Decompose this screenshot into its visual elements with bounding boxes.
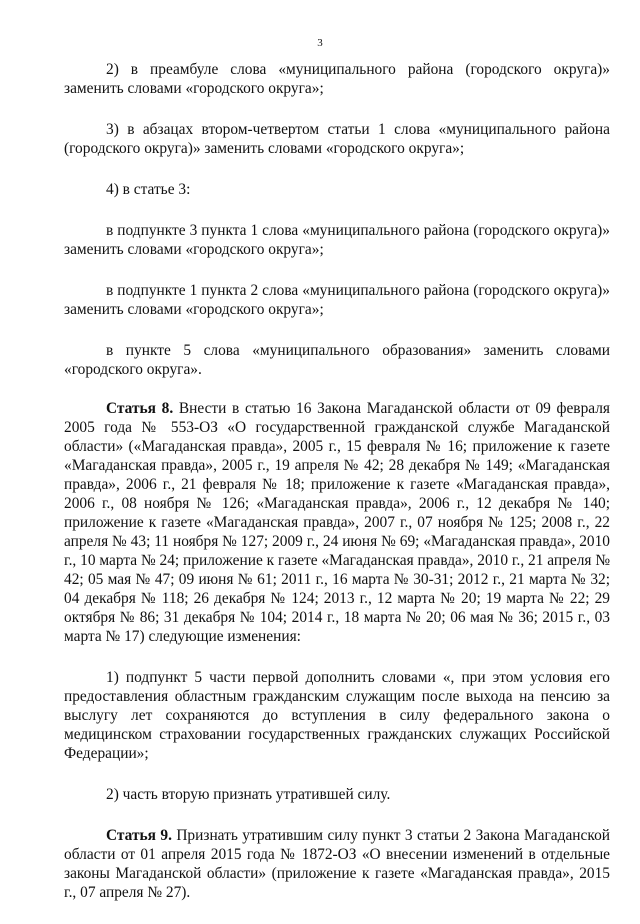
page-number: 3 bbox=[317, 37, 323, 49]
article-9-text: Признать утратившим силу пункт 3 статьи 2 Закона Магаданской области от 01 апреля 2015 года № 1872-ОЗ «О внесении изменений в отдельные законы Магаданской области» (приложение к газете «Магаданская правда», 2015 г., 07 апреля № 27). bbox=[64, 827, 610, 901]
paragraph-article3-intro: 4) в статье 3: bbox=[106, 181, 191, 198]
paragraph-article1-amendment: 3) в абзацах втором-четвертом статьи 1 слова «муниципального района (городского округа)» заменить словами «городского округа»; bbox=[64, 121, 610, 157]
document-body bbox=[64, 60, 610, 924]
article-8-item-1: 1) подпункт 5 части первой дополнить словами «, при этом условия его предоставления областным гражданским служащим после выхода на пенсию за выслугу лет сохраняются до вступления в силу федерального закона о медицинском страховании государственных гражданских служащих Российской Федерации»; bbox=[64, 669, 610, 762]
article-9 bbox=[64, 826, 610, 902]
article-8-label: Статья 8. bbox=[106, 400, 174, 417]
article-8-item-2: 2) часть вторую признать утратившей силу. bbox=[106, 786, 391, 803]
paragraph-subpoint3-point1: в подпункте 3 пункта 1 слова «муниципального района (городского округа)» заменить словами «городского округа»; bbox=[64, 222, 610, 258]
paragraph-preamble-amendment: 2) в преамбуле слова «муниципального района (городского округа)» заменить словами «городского округа»; bbox=[64, 61, 610, 97]
article-8-text: Внести в статью 16 Закона Магаданской области от 09 февраля 2005 года № 553-ОЗ «О государственной гражданской службе Магаданской области» («Магаданская правда», 2005 г., 15 февраля № 16; приложение к газете «Магаданская правда», 2005 г., 19 апреля № 42; 28 декабря № 149; «Магаданская правда», 2006 г., 21 февраля № 18; приложение к газете «Магаданская правда», 2006 г., 08 ноября № 126; «Магаданская правда», 2006 г., 12 декабря № 140; приложение к газете «Магаданская правда», 2007 г., 07 ноября № 125; 2008 г., 22 апреля № 43; 11 ноября № 127; 2009 г., 24 июня № 69; «Магаданская правда», 2010 г., 10 марта № 24; приложение к газете «Магаданская правда», 2010 г., 21 апреля № 42; 05 мая № 47; 09 июня № 61; 2011 г., 16 марта № 30-31; 2012 г., 21 марта № 32; 04 декабря № 118; 26 декабря № 124; 2013 г., 12 марта № 20; 19 марта № 22; 29 октября № 86; 31 декабря № 104; 2014 г., 18 марта № 20; 06 мая № 36; 2015 г., 03 марта № 17) следующие изменения: bbox=[64, 400, 610, 645]
paragraph-subpoint1-point2: в подпункте 1 пункта 2 слова «муниципального района (городского округа)» заменить словами «городского округа»; bbox=[64, 282, 610, 318]
paragraph-point5: в пункте 5 слова «муниципального образования» заменить словами «городского округа». bbox=[64, 342, 610, 378]
article-9-label: Статья 9. bbox=[106, 827, 172, 844]
article-8 bbox=[64, 399, 610, 646]
